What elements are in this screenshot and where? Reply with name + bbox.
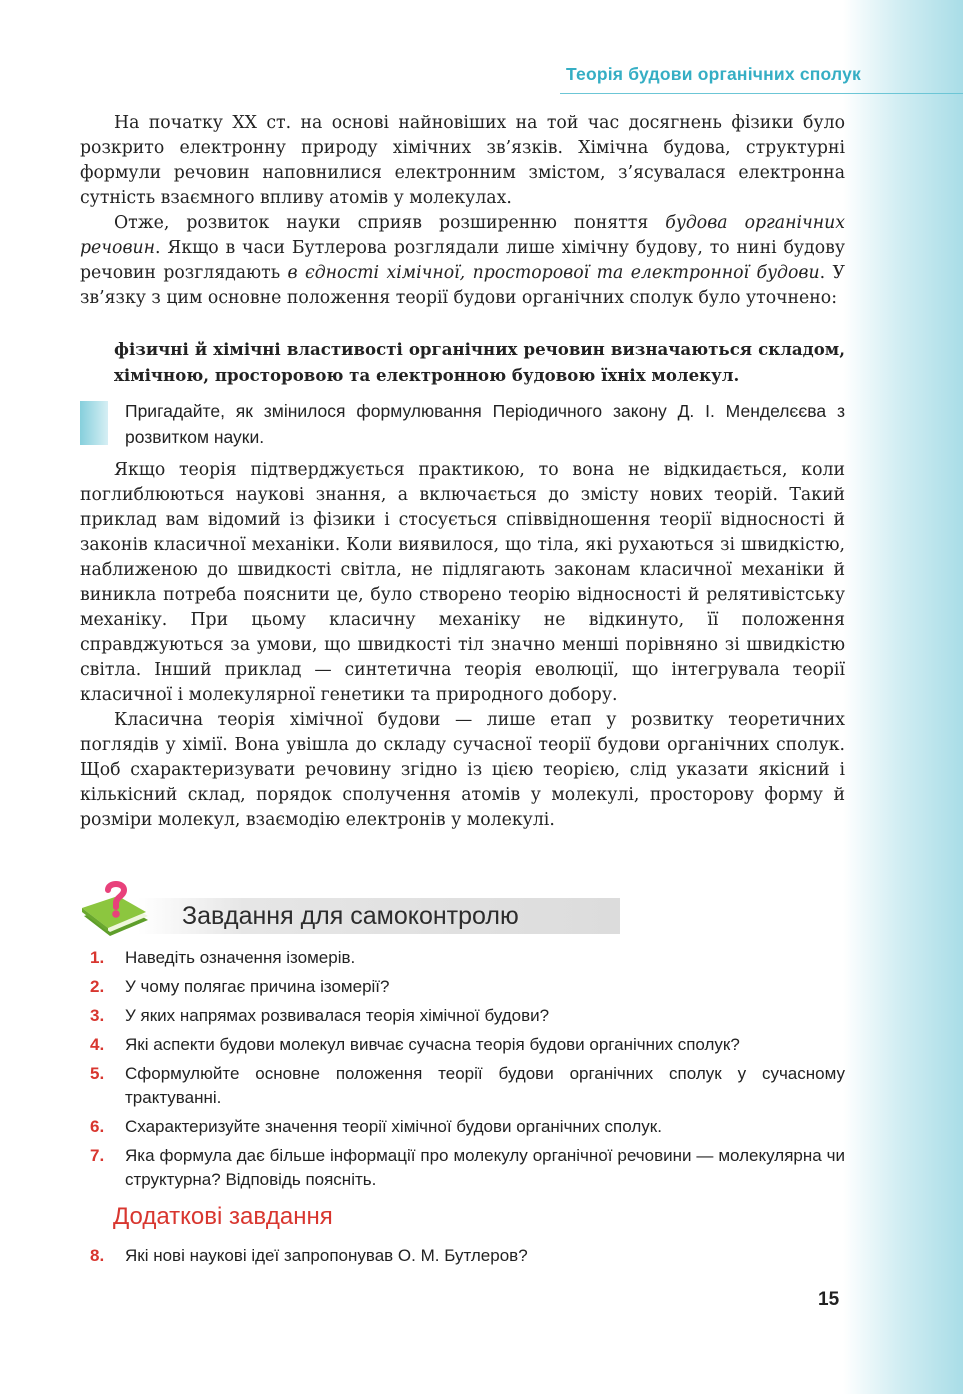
- task-item: [90, 1033, 845, 1057]
- self-control-header: [80, 880, 625, 942]
- paragraph-2-text-a: Отже, розвиток науки сприяв розширенню поняття: [114, 213, 666, 233]
- recall-box: [80, 401, 845, 445]
- task-text: Яка формула дає більше інформації про молекулу органічної речовини — молекулярна чи структурна? Відповідь поясніть.: [125, 1146, 845, 1189]
- task-number: 6.: [90, 1117, 105, 1136]
- task-text: Які нові наукові ідеї запропонував О. М. Бутлеров?: [125, 1246, 528, 1265]
- paragraph-2-text-b: . Якщо в часи Бутлерова розглядали лише хімічну будову, то нині будову речовин розглядають: [80, 238, 845, 283]
- task-number: 4.: [90, 1035, 105, 1054]
- task-item: [90, 1004, 845, 1028]
- page-number: 15: [818, 1289, 840, 1310]
- section-title: Завдання для самоконтролю: [182, 902, 519, 930]
- task-text: Сформулюйте основне положення теорії будови органічних сполук у сучасному трактуванні.: [125, 1064, 845, 1107]
- paragraph-block-1: [80, 111, 845, 311]
- task-text: У яких напрямах розвивалася теорія хімічної будови?: [125, 1006, 550, 1025]
- task-number: 5.: [90, 1064, 105, 1083]
- recall-text: Пригадайте, як змінилося формулювання Періодичного закону Д. І. Менделєєва з розвитком науки.: [125, 401, 845, 447]
- task-number: 3.: [90, 1006, 105, 1025]
- theory-statement: фізичні й хімічні властивості органічних речовин визначаються складом, хімічною, просторовою та електронною будовою їхніх молекул.: [114, 339, 845, 385]
- task-text: У чому полягає причина ізомерії?: [125, 977, 390, 996]
- task-number: 8.: [90, 1246, 105, 1265]
- task-item: [90, 1144, 845, 1192]
- additional-tasks-title: Додаткові завдання: [113, 1203, 333, 1230]
- task-item: [90, 946, 845, 970]
- term-unity-of-structures: в єдності хімічної, просторової та електронної будови: [287, 263, 820, 283]
- task-text: Схарактеризуйте значення теорії хімічної будови органічних сполук.: [125, 1117, 662, 1136]
- task-text: Наведіть означення ізомерів.: [125, 948, 356, 967]
- task-item: [90, 1244, 845, 1268]
- task-item: [90, 1062, 845, 1110]
- task-number: 2.: [90, 977, 105, 996]
- task-item: [90, 975, 845, 999]
- additional-task-list: [90, 1244, 845, 1268]
- self-control-task-list: [90, 946, 845, 1192]
- paragraph-2: [80, 211, 845, 311]
- green-book-question-icon: [80, 880, 150, 942]
- task-item: [90, 1115, 845, 1139]
- task-number: 1.: [90, 948, 105, 967]
- task-text: Які аспекти будови молекул вивчає сучасна теорія будови органічних сполук?: [125, 1035, 740, 1054]
- paragraph-block-2: [80, 458, 845, 833]
- paragraph-3: Якщо теорія підтверджується практикою, то вона не відкидається, коли поглиблюються наукові знання, а включається до змісту нових теорій. Такий приклад вам відомий із фізики і стосується співвідношення теорії відносності й законів класичної механіки. Коли виявилося, що тіла, які рухаються зі швидкістю, наближеною до швидкості світла, не підлягають законам класичної механіки й виникла потреба пояснити це, було створено теорію відносності й релятивістську механіку. При цьому класичну механіку не відкинуто, її положення справджуються за умови, що швидкості тіл значно менші порівняно зі швидкістю світла. Інший приклад — синтетична теорія еволюції, що інтегрувала теорії класичної і молекулярної генетики та природного добору.: [80, 460, 845, 705]
- running-header: [560, 64, 963, 94]
- running-title: Теорія будови органічних сполук: [566, 64, 861, 84]
- paragraph-2-text-c: . У зв’язку з цим основне положення теорії будови органічних сполук було уточнено:: [80, 263, 845, 308]
- task-number: 7.: [90, 1146, 105, 1165]
- paragraph-4: Класична теорія хімічної будови — лише етап у розвитку теоретичних поглядів у хімії. Вона увішла до складу сучасної теорії будови органічних сполук. Щоб схарактеризувати речовину згідно із цією теорією, слід указати якісний і кількісний склад, порядок сполучення атомів у молекулі, просторову форму й розміри молекул, взаємодію електронів у молекулі.: [80, 710, 845, 830]
- paragraph-1: На початку XX ст. на основі найновіших на той час досягнень фізики було розкрито електронну природу хімічних зв’язків. Хімічна будова, структурні формули речовин наповнилися електронним змістом, з’ясувалася електронна сутність взаємного впливу атомів у молекулах.: [80, 113, 845, 208]
- recall-marker-bar: [80, 401, 108, 445]
- term-organic-structure: будова органічних речовин: [80, 213, 845, 258]
- decorative-side-band: [843, 0, 963, 1394]
